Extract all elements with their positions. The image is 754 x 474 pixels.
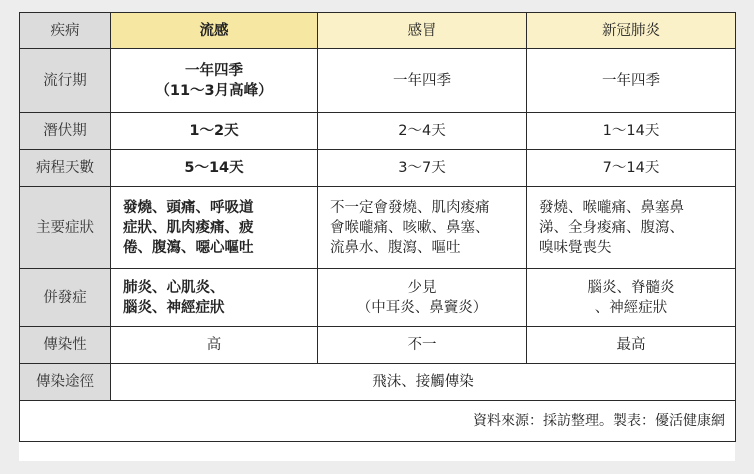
cell-covid: 最高 xyxy=(527,327,736,364)
cell-line: 發燒、頭痛、呼吸道 xyxy=(123,199,254,216)
cell-flu: 1～2天 xyxy=(111,113,318,150)
cell-line: 腦炎、脊髓炎 xyxy=(587,279,675,296)
header-flu: 流感 xyxy=(111,13,318,49)
row-symptoms xyxy=(20,187,736,269)
row-label: 潛伏期 xyxy=(20,113,111,150)
row-transmission xyxy=(20,364,736,401)
cell-covid xyxy=(527,269,736,327)
cell-cold: 一年四季 xyxy=(318,49,527,113)
header-covid: 新冠肺炎 xyxy=(527,13,736,49)
cell-line: （11～3月高峰） xyxy=(155,82,273,99)
cell-line: 流鼻水、腹瀉、嘔吐 xyxy=(330,239,461,256)
cell-flu xyxy=(111,49,318,113)
row-complications xyxy=(20,269,736,327)
row-label: 傳染途徑 xyxy=(20,364,111,401)
header-cold: 感冒 xyxy=(318,13,527,49)
cell-line: （中耳炎、鼻竇炎） xyxy=(356,299,488,316)
source-note: 資料來源：採訪整理。製表：優活健康網 xyxy=(20,401,736,442)
cell-line: 肺炎、心肌炎、 xyxy=(123,279,225,296)
row-contagiousness xyxy=(20,327,736,364)
cell-line: 倦、腹瀉、噁心嘔吐 xyxy=(123,239,254,256)
cell-flu xyxy=(111,187,318,269)
row-duration xyxy=(20,150,736,187)
cell-line: 發燒、喉嚨痛、鼻塞鼻 xyxy=(539,199,684,216)
header-disease: 疾病 xyxy=(20,13,111,49)
row-label: 流行期 xyxy=(20,49,111,113)
cell-covid: 7～14天 xyxy=(527,150,736,187)
cell-cold: 不一 xyxy=(318,327,527,364)
cell-cold: 2～4天 xyxy=(318,113,527,150)
cell-cold xyxy=(318,269,527,327)
cell-line: 會喉嚨痛、咳嗽、鼻塞、 xyxy=(330,219,490,236)
cell-line: 腦炎、神經症狀 xyxy=(123,299,225,316)
cell-line: 一年四季 xyxy=(185,62,243,79)
cell-line: 少見 xyxy=(407,279,437,296)
comparison-table-container xyxy=(19,12,735,461)
row-label: 傳染性 xyxy=(20,327,111,364)
row-source xyxy=(20,401,736,442)
cell-line: 症狀、肌肉痠痛、疲 xyxy=(123,219,254,236)
row-epidemic-period xyxy=(20,49,736,113)
cell-line: 、神經症狀 xyxy=(594,299,668,316)
cell-line: 不一定會發燒、肌肉痠痛 xyxy=(330,199,490,216)
cell-flu: 5～14天 xyxy=(111,150,318,187)
cell-flu: 高 xyxy=(111,327,318,364)
cell-cold: 3～7天 xyxy=(318,150,527,187)
row-label: 主要症狀 xyxy=(20,187,111,269)
disease-comparison-table xyxy=(19,12,736,442)
cell-transmission: 飛沫、接觸傳染 xyxy=(111,364,736,401)
cell-line: 嗅味覺喪失 xyxy=(539,239,612,256)
header-row xyxy=(20,13,736,49)
cell-cold xyxy=(318,187,527,269)
cell-covid xyxy=(527,187,736,269)
row-label: 病程天數 xyxy=(20,150,111,187)
cell-flu xyxy=(111,269,318,327)
cell-line: 涕、全身痠痛、腹瀉、 xyxy=(539,219,684,236)
row-incubation xyxy=(20,113,736,150)
row-label: 併發症 xyxy=(20,269,111,327)
cell-covid: 一年四季 xyxy=(527,49,736,113)
cell-covid: 1～14天 xyxy=(527,113,736,150)
